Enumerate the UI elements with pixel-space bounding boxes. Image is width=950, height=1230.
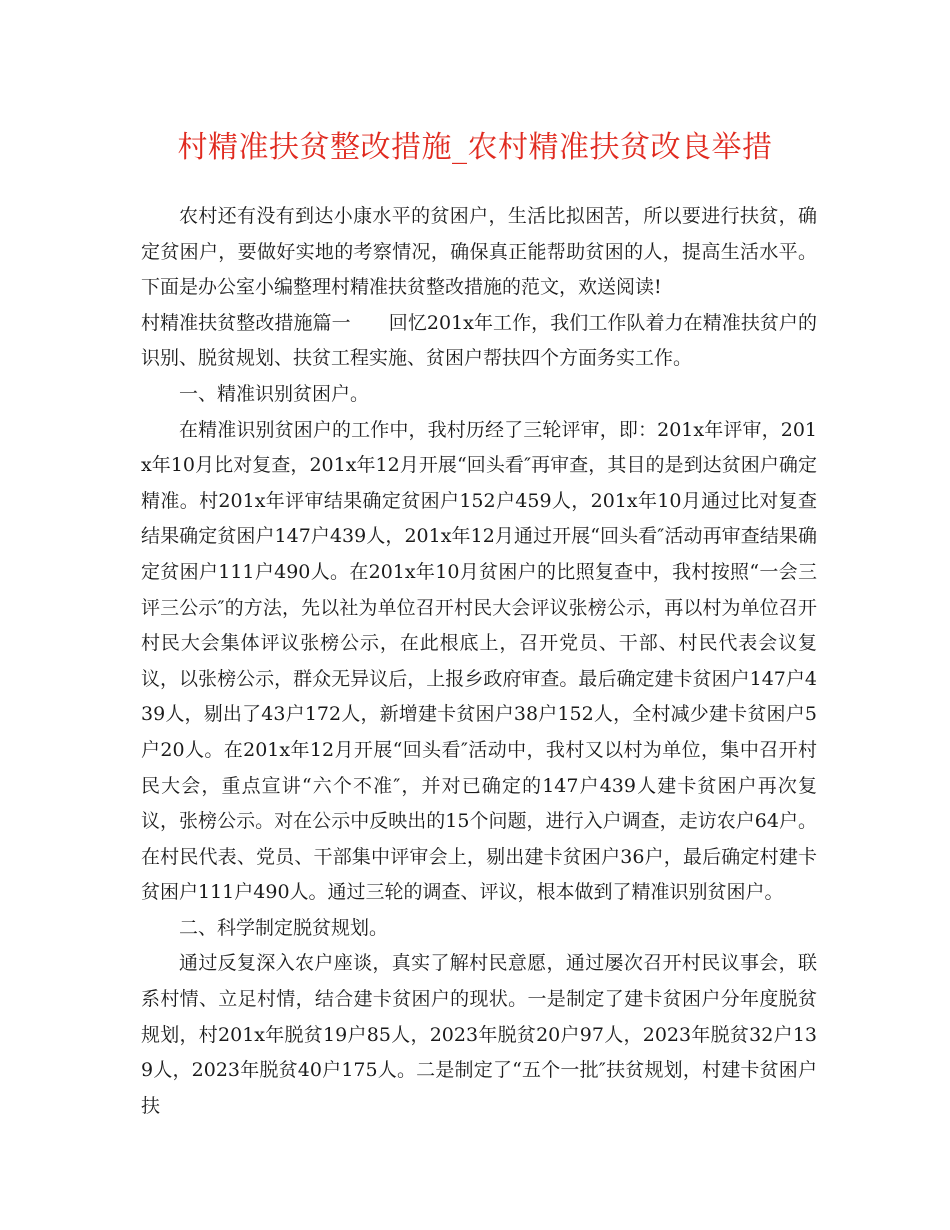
paragraph-identification-details: 在精准识别贫困户的工作中，我村历经了三轮评审，即：201x年评审，201x年10月比对复查，201x年12月开展“回头看″再审查，其目的是到达贫困户确定精准。村201x年评审结果确定贫困户152户459人，201x年10月通过比对复查结果确定贫困户147户439人，201x年12月通过开展“回头看″活动再审查结果确定贫困户111户490人。在201x年10月贫困户的比照复查中，我村按照“一会三评三公示″的方法，先以社为单位召开村民大会评议张榜公示，再以村为单位召开村民大会集体评议张榜公示，在此根底上，召开党员、干部、村民代表会议复议，以张榜公示，群众无异议后，上报乡政府审查。最后确定建卡贫困户147户439人，剔出了43户172人，新增建卡贫困户38户152人，全村减少建卡贫困户5户20人。在201x年12月开展“回头看″活动中，我村又以村为单位，集中召开村民大会，重点宣讲“六个不准″，并对已确定的147户439人建卡贫困户再次复议，张榜公示。对在公示中反映出的15个问题，进行入户调查，走访农户64户。在村民代表、党员、干部集中评审会上，剔出建卡贫困户36户，最后确定村建卡贫困户111户490人。通过三轮的调查、评议，根本做到了精准识别贫困户。: [141, 418, 817, 904]
heading-poverty-plan: 二、科学制定脱贫规划。: [179, 916, 389, 939]
document-title: 村精准扶贫整改措施_农村精准扶贫改良举措: [177, 130, 773, 165]
paragraph-plan-details: 通过反复深入农户座谈，真实了解村民意愿，通过屡次召开村民议事会，联系村情、立足村情，结合建卡贫困户的现状。一是制定了建卡贫困户分年度脱贫规划，村201x年脱贫19户85人，2023年脱贫20户97人，2023年脱贫32户139人，2023年脱贫40户175人。二是制定了“五个一批″扶贫规划，村建卡贫困户扶: [141, 952, 817, 1117]
paragraph-intro: 农村还有没有到达小康水平的贫困户，生活比拟困苦，所以要进行扶贫，确定贫困户，要做好实地的考察情况，确保真正能帮助贫困的人，提高生活水平。下面是办公室小编整理村精准扶贫整改措施的范文，欢送阅读!: [141, 205, 817, 299]
document-body: [141, 199, 817, 1124]
paragraph-section-one-intro: 村精准扶贫整改措施篇一 回忆201x年工作，我们工作队着力在精准扶贫户的识别、脱贫规划、扶贫工程实施、贫困户帮扶四个方面务实工作。: [141, 311, 817, 370]
heading-precise-identification: 一、精准识别贫困户。: [179, 382, 370, 405]
